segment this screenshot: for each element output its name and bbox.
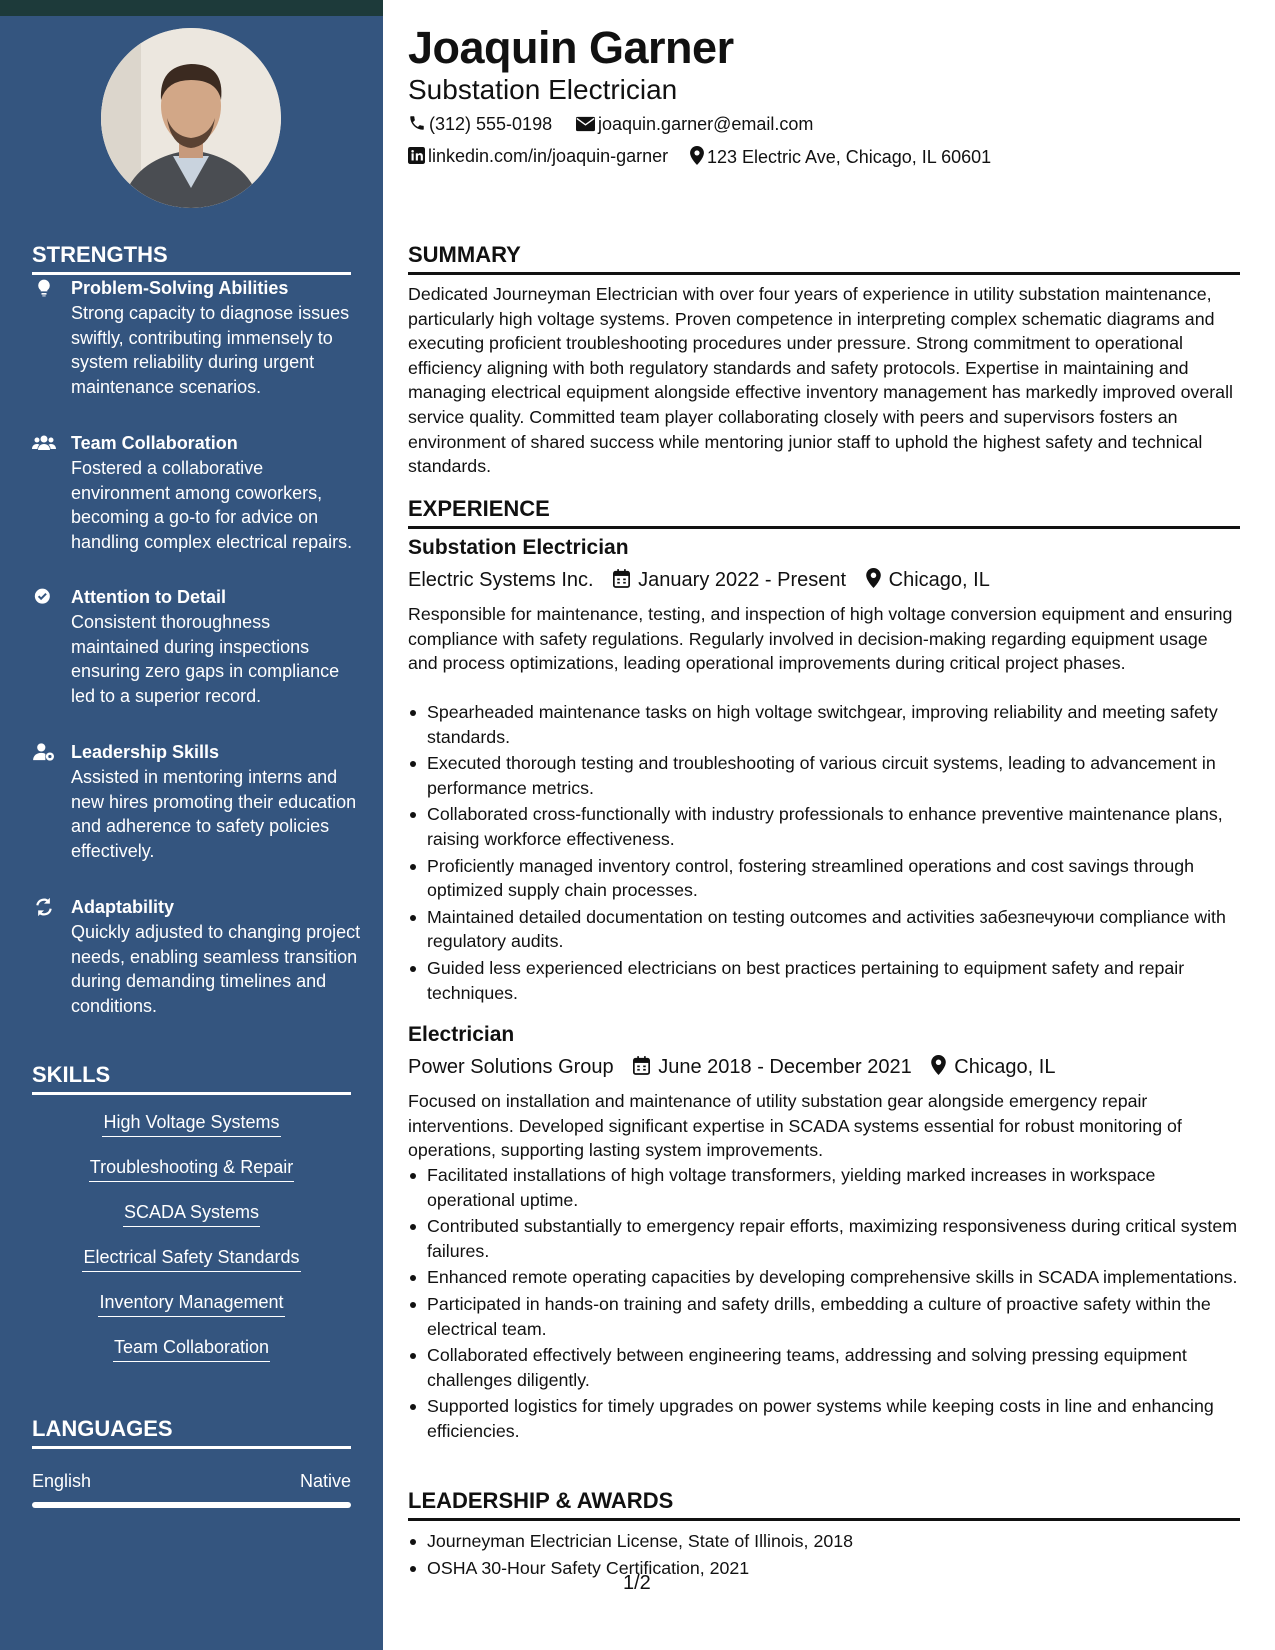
skill-item: High Voltage Systems <box>32 1112 351 1137</box>
calendar-icon <box>613 569 630 588</box>
strength-title: Leadership Skills <box>71 742 220 762</box>
check-circle-icon <box>32 587 56 607</box>
skill-item: SCADA Systems <box>32 1202 351 1227</box>
strength-description: Assisted in mentoring interns and new hires promoting their education and adherence to safety policies effectively. <box>71 767 357 861</box>
envelope-icon <box>576 116 595 132</box>
job-meta <box>408 1055 1055 1079</box>
job-meta <box>408 568 990 592</box>
strength-description: Quickly adjusted to changing project needs, enabling seamless transition during demanding timelines and conditions. <box>71 922 361 1016</box>
strength-description: Fostered a collaborative environment among coworkers, becoming a go-to for advice on handling complex electrical repairs. <box>71 458 353 552</box>
job-location: Chicago, IL <box>888 569 990 591</box>
language-item <box>32 1471 351 1492</box>
strength-title: Team Collaboration <box>71 433 238 453</box>
list-item: Contributed substantially to emergency repair efforts, maximizing responsiveness during critical system failures. <box>408 1214 1240 1263</box>
linkedin-url[interactable]: linkedin.com/in/joaquin-garner <box>428 146 669 166</box>
list-item: Executed thorough testing and troubleshooting of various circuit systems, leading to advancement in performance metrics. <box>408 751 1240 800</box>
language-proficiency-bar <box>32 1502 351 1508</box>
strength-title: Attention to Detail <box>71 587 226 607</box>
sidebar-top-band <box>0 0 383 16</box>
job-description: Responsible for maintenance, testing, and inspection of high voltage conversion equipment and ensuring compliance with safety regulations. Regularly involved in decision-making regarding equipment usage and process optimizations, leading operational improvements during critical project phases. <box>408 604 1233 674</box>
list-item: Facilitated installations of high voltage transformers, yielding marked increases in workspace operational uptime. <box>408 1163 1240 1212</box>
page-number: 1/2 <box>623 1572 651 1594</box>
job-dates: January 2022 - Present <box>638 569 847 591</box>
linkedin-contact[interactable] <box>408 146 668 167</box>
phone-icon <box>408 114 426 132</box>
skill-item: Inventory Management <box>32 1292 351 1317</box>
list-item: Collaborated effectively between engineering teams, addressing and solving pressing equipment challenges diligently. <box>408 1343 1240 1392</box>
calendar-icon <box>633 1056 650 1075</box>
languages-heading: LANGUAGES <box>32 1416 351 1449</box>
job-dates: June 2018 - December 2021 <box>658 1056 912 1078</box>
street-address: 123 Electric Ave, Chicago, IL 60601 <box>707 147 992 167</box>
job-location: Chicago, IL <box>954 1056 1056 1078</box>
job-achievements <box>408 1163 1240 1446</box>
strength-description: Consistent thoroughness maintained during inspections ensuring zero gaps in compliance led to a superior record. <box>71 612 340 706</box>
phone-contact <box>408 114 552 135</box>
sidebar <box>0 0 383 1650</box>
address-contact <box>690 146 991 168</box>
summary-heading: SUMMARY <box>408 242 1240 275</box>
map-pin-icon <box>690 146 704 165</box>
skill-item: Team Collaboration <box>32 1337 351 1362</box>
profile-photo <box>101 28 281 208</box>
candidate-name: Joaquin Garner <box>408 22 734 73</box>
list-item: Enhanced remote operating capacities by developing comprehensive skills in SCADA implementations. <box>408 1265 1240 1290</box>
awards-list <box>408 1529 1240 1582</box>
language-level: Native <box>299 1471 351 1491</box>
summary-text: Dedicated Journeyman Electrician with over four years of experience in utility substation maintenance, particularly high voltage systems. Proven competence in interpreting complex schematic diagrams and executing proficient troubleshooting procedures under pressure. Strong commitment to operational efficiency aligning with both regulatory standards and safety protocols. Expertise in maintaining and managing electrical equipment alongside effective inventory management has markedly improved overall service quality. Committed team player collaborating closely with peers and supervisors fosters an environment of shared success while mentoring junior staff to uphold the highest safety and technical standards. <box>408 284 1233 477</box>
strength-title: Adaptability <box>71 897 175 917</box>
list-item: Collaborated cross-functionally with industry professionals to enhance preventive maintenance plans, raising workforce effectiveness. <box>408 802 1240 851</box>
strength-description: Strong capacity to diagnose issues swiftly, contributing immensely to system reliability during urgent maintenance scenarios. <box>71 303 350 397</box>
job-description: Focused on installation and maintenance of utility substation gear alongside emergency repair interventions. Developed significant expertise in SCADA systems essential for robust monitoring of operations, supporting lasting system improvements. <box>408 1091 1182 1161</box>
list-item: Journeyman Electrician License, State of Illinois, 2018 <box>408 1529 1240 1554</box>
job-title: Substation Electrician <box>408 536 629 559</box>
skills-heading: SKILLS <box>32 1062 351 1095</box>
skill-item: Electrical Safety Standards <box>32 1247 351 1272</box>
company-name: Power Solutions Group <box>408 1056 614 1078</box>
map-pin-icon <box>866 568 881 588</box>
phone-number: (312) 555-0198 <box>429 114 553 134</box>
job-achievements <box>408 700 1240 1007</box>
email-address[interactable]: joaquin.garner@email.com <box>598 114 814 134</box>
lightbulb-icon <box>32 278 56 298</box>
experience-heading: EXPERIENCE <box>408 496 1240 529</box>
candidate-title: Substation Electrician <box>408 74 678 105</box>
users-icon <box>32 433 56 453</box>
list-item: Maintained detailed documentation on testing outcomes and activities забезпечуючи compliance with regulatory audits. <box>408 905 1240 954</box>
email-contact[interactable] <box>576 114 813 135</box>
list-item: Proficiently managed inventory control, fostering streamlined operations and cost savings through optimized supply chain processes. <box>408 854 1240 903</box>
list-item: Supported logistics for timely upgrades on power systems while keeping costs in line and enhancing efficiencies. <box>408 1394 1240 1443</box>
linkedin-icon <box>408 147 425 164</box>
list-item: OSHA 30-Hour Safety Certification, 2021 <box>408 1556 1240 1581</box>
strength-title: Problem-Solving Abilities <box>71 278 289 298</box>
company-name: Electric Systems Inc. <box>408 569 594 591</box>
map-pin-icon <box>931 1055 946 1075</box>
user-cog-icon <box>32 742 56 762</box>
list-item: Participated in hands-on training and safety drills, embedding a culture of proactive safety within the electrical team. <box>408 1292 1240 1341</box>
language-name: English <box>32 1471 92 1491</box>
refresh-icon <box>32 897 56 917</box>
strengths-heading: STRENGTHS <box>32 242 351 275</box>
awards-heading: LEADERSHIP & AWARDS <box>408 1488 1240 1521</box>
job-title: Electrician <box>408 1023 515 1046</box>
skill-item: Troubleshooting & Repair <box>32 1157 351 1182</box>
list-item: Spearheaded maintenance tasks on high voltage switchgear, improving reliability and meeting safety standards. <box>408 700 1240 749</box>
list-item: Guided less experienced electricians on best practices pertaining to equipment safety and repair techniques. <box>408 956 1240 1005</box>
